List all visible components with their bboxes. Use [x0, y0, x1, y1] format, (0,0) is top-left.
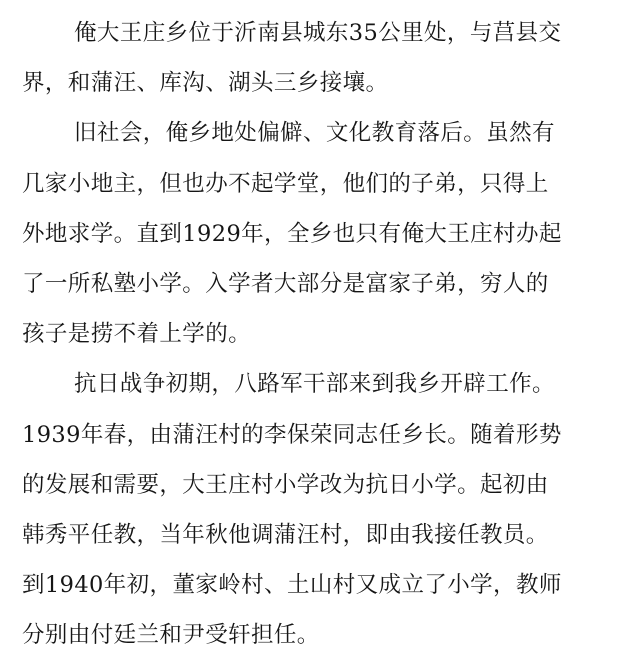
paragraph-location [22, 8, 618, 108]
text-line: 孩子是捞不着上学的。 [22, 321, 252, 348]
paragraph-old-society [22, 108, 618, 359]
text-line: 1939年春，由蒲汪村的李保荣同志任乡长。随着形势 [22, 421, 562, 448]
text-line: 韩秀平任教，当年秋他调蒲汪村，即由我接任教员。 [22, 521, 549, 548]
text-line: 到1940年初，董家岭村、土山村又成立了小学，教师 [22, 572, 562, 599]
paragraph-war-period [22, 359, 618, 660]
text-line: 抗日战争初期，八路军干部来到我乡开辟工作。 [74, 371, 555, 398]
text-line: 界，和蒲汪、库沟、湖头三乡接壤。 [22, 70, 389, 97]
text-line: 旧社会，俺乡地处偏僻、文化教育落后。虽然有 [74, 120, 555, 147]
text-line: 的发展和需要，大王庄村小学改为抗日小学。起初由 [22, 471, 549, 498]
text-line: 了一所私塾小学。入学者大部分是富家子弟，穷人的 [22, 270, 549, 297]
text-line: 分别由付廷兰和尹受轩担任。 [22, 622, 320, 649]
text-line: 几家小地主，但也办不起学堂，他们的子弟，只得上 [22, 170, 549, 197]
text-line: 外地求学。直到1929年，全乡也只有俺大王庄村办起 [22, 220, 562, 247]
text-line: 俺大王庄乡位于沂南县城东35公里处，与莒县交 [74, 20, 562, 46]
